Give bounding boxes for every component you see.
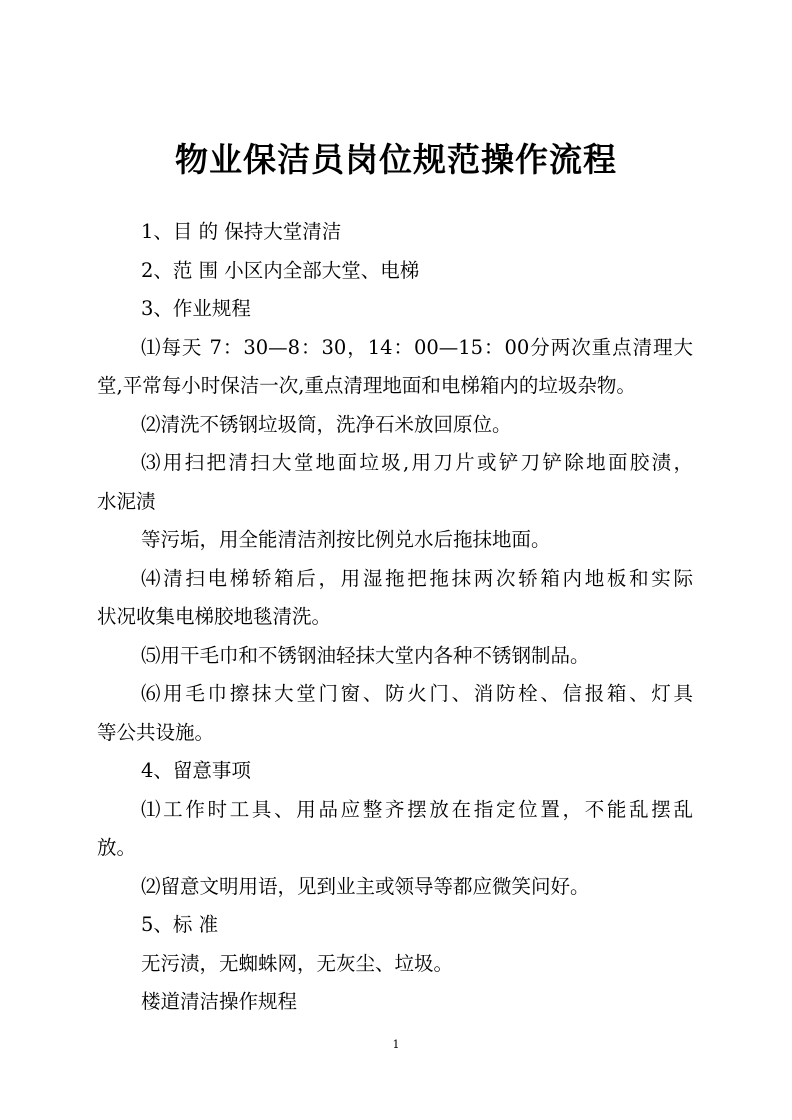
procedure-item-3-line-2: 水泥渍 <box>97 489 156 513</box>
procedure-item-3-line-3: 等污垢，用全能清洁剂按比例兑水后拖抹地面。 <box>141 528 551 551</box>
procedure-item-5: ⑸用干毛巾和不锈钢油轻抹大堂内各种不锈钢制品。 <box>141 643 590 667</box>
procedure-item-6-line-2: 等公共设施。 <box>97 720 215 744</box>
section-notes-heading: 4、留意事项 <box>141 759 251 782</box>
note-item-1-line-2: 放。 <box>97 836 137 859</box>
section-scope: 2、范 围 小区内全部大堂、电梯 <box>141 258 420 282</box>
document-title: 物业保洁员岗位规范操作流程 <box>175 140 617 179</box>
procedure-item-6-line-1: ⑹用毛巾擦抹大堂门窗、防火门、消防栓、信报箱、灯具 <box>141 682 693 705</box>
procedure-item-4-line-1: ⑷清扫电梯轿箱后，用湿拖把拖抹两次轿箱内地板和实际 <box>141 566 693 590</box>
procedure-item-2: ⑵清洗不锈钢垃圾筒，洗净石米放回原位。 <box>141 412 512 436</box>
procedure-item-3-line-1: ⑶用扫把清扫大堂地面垃圾,用刀片或铲刀铲除地面胶渍， <box>141 451 693 474</box>
procedure-item-1-line-1: ⑴每天 7：30—8：30，14：00—15：00分两次重点清理大 <box>141 335 693 359</box>
procedure-item-1-line-2: 堂,平常每小时保洁一次,重点清理地面和电梯箱内的垃圾杂物。 <box>97 374 636 397</box>
page-number: 1 <box>392 1038 400 1051</box>
section-purpose: 1、目 的 保持大堂清洁 <box>141 220 342 243</box>
note-item-2: ⑵留意文明用语，见到业主或领导等都应微笑问好。 <box>141 874 590 898</box>
next-section-heading: 楼道清洁操作规程 <box>141 990 298 1013</box>
procedure-item-4-line-2: 状况收集电梯胶地毯清洗。 <box>97 605 332 628</box>
standards-text: 无污渍，无蜘蛛网，无灰尘、垃圾。 <box>141 951 454 975</box>
section-standards-heading: 5、标 准 <box>141 913 219 936</box>
section-procedures-heading: 3、作业规程 <box>141 297 251 320</box>
document-body <box>97 213 693 1022</box>
note-item-1-line-1: ⑴工作时工具、用品应整齐摆放在指定位置，不能乱摆乱 <box>141 797 693 821</box>
